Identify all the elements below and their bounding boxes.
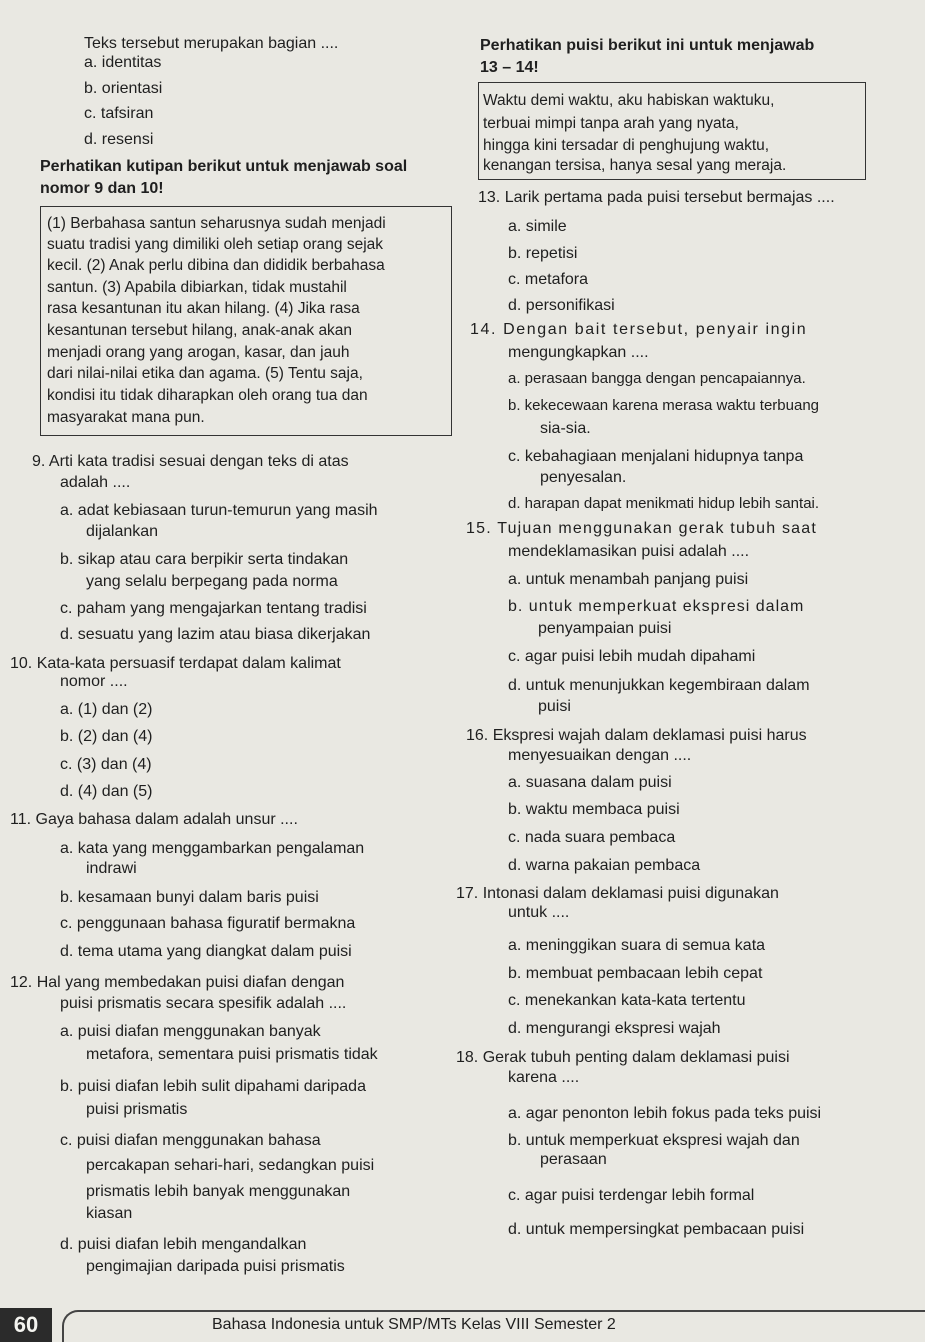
q17-option-b: b. membuat pembacaan lebih cepat (508, 965, 763, 982)
q12-option-b: b. puisi diafan lebih sulit dipahami daripada (60, 1078, 366, 1095)
q17-option-d: d. mengurangi ekspresi wajah (508, 1020, 721, 1037)
q11-option-b: b. kesamaan bunyi dalam baris puisi (60, 889, 319, 906)
intro-option-c: c. tafsiran (84, 105, 154, 122)
excerpt-line: suatu tradisi yang dimiliki oleh setiap orang sejak (47, 236, 384, 253)
q13-stem: 13. Larik pertama pada puisi tersebut bermajas .... (478, 189, 835, 206)
q11-stem: 11. Gaya bahasa dalam adalah unsur .... (10, 811, 298, 828)
q13-option-b: b. repetisi (508, 245, 578, 262)
q11-option-a-cont: indrawi (86, 860, 137, 877)
q14-stem-1: 14. Dengan bait tersebut, penyair ingin (470, 321, 808, 338)
q10-stem-2: nomor .... (60, 673, 128, 690)
q9-option-d: d. sesuatu yang lazim atau biasa dikerjakan (60, 626, 371, 643)
q10-option-a: a. (1) dan (2) (60, 701, 153, 718)
excerpt-line: kesantunan tersebut hilang, anak-anak akan (47, 322, 353, 339)
q12-option-c-cont-2: prismatis lebih banyak menggunakan (86, 1183, 351, 1200)
q18-option-a: a. agar penonton lebih fokus pada teks puisi (508, 1105, 822, 1122)
excerpt-line: kondisi itu tidak diharapkan oleh orang tua dan (47, 387, 368, 404)
q13-option-a: a. simile (508, 218, 567, 235)
q12-option-a: a. puisi diafan menggunakan banyak (60, 1023, 321, 1040)
q12-option-d-cont: pengimajian daripada puisi prismatis (86, 1258, 345, 1275)
q15-option-b-cont: penyampaian puisi (538, 620, 672, 637)
poem-heading-line-2: 13 – 14! (480, 59, 539, 76)
q9-option-a: a. adat kebiasaan turun-temurun yang masih (60, 502, 378, 519)
intro-question: Teks tersebut merupakan bagian .... (84, 35, 339, 52)
excerpt-heading-line-1: Perhatikan kutipan berikut untuk menjawab soal (40, 158, 408, 175)
q18-option-c: c. agar puisi terdengar lebih formal (508, 1187, 755, 1204)
q14-option-c-cont: penyesalan. (540, 469, 627, 486)
q15-option-d: d. untuk menunjukkan kegembiraan dalam (508, 677, 810, 694)
q15-stem-1: 15. Tujuan menggunakan gerak tubuh saat (466, 520, 818, 537)
q9-stem-1: 9. Arti kata tradisi sesuai dengan teks di atas (32, 453, 349, 470)
q14-stem-2: mengungkapkan .... (508, 344, 649, 361)
excerpt-box (40, 206, 452, 436)
q10-option-b: b. (2) dan (4) (60, 728, 153, 745)
poem-line: Waktu demi waktu, aku habiskan waktuku, (483, 92, 775, 109)
q15-stem-2: mendeklamasikan puisi adalah .... (508, 543, 750, 560)
q15-option-a: a. untuk menambah panjang puisi (508, 571, 749, 588)
q9-stem-2: adalah .... (60, 474, 131, 491)
q9-option-a-cont: dijalankan (86, 523, 159, 540)
q16-option-b: b. waktu membaca puisi (508, 801, 680, 818)
poem-line: kenangan tersisa, hanya sesal yang meraja. (483, 157, 787, 174)
excerpt-line: rasa kesantunan itu akan hilang. (4) Jika rasa (47, 300, 360, 317)
q18-option-b-cont: perasaan (540, 1151, 607, 1168)
poem-heading-line-1: Perhatikan puisi berikut ini untuk menjawab (480, 37, 815, 54)
intro-option-d: d. resensi (84, 131, 154, 148)
q10-option-d: d. (4) dan (5) (60, 783, 153, 800)
q16-stem-2: menyesuaikan dengan .... (508, 747, 692, 764)
q16-option-d: d. warna pakaian pembaca (508, 857, 701, 874)
excerpt-heading-line-2: nomor 9 dan 10! (40, 180, 164, 197)
q18-option-b: b. untuk memperkuat ekspresi wajah dan (508, 1132, 800, 1149)
q14-option-a: a. perasaan bangga dengan pencapaiannya. (508, 370, 806, 387)
q12-option-a-cont: metafora, sementara puisi prismatis tidak (86, 1046, 378, 1063)
q11-option-d: d. tema utama yang diangkat dalam puisi (60, 943, 352, 960)
intro-option-a: a. identitas (84, 54, 162, 71)
q14-option-b: b. kekecewaan karena merasa waktu terbuang (508, 397, 820, 414)
q14-option-b-cont: sia-sia. (540, 420, 591, 437)
q18-stem-2: karena .... (508, 1069, 580, 1086)
page-number: 60 (0, 1308, 52, 1342)
q12-option-d: d. puisi diafan lebih mengandalkan (60, 1236, 307, 1253)
q11-option-c: c. penggunaan bahasa figuratif bermakna (60, 915, 356, 932)
q14-option-d: d. harapan dapat menikmati hidup lebih santai. (508, 495, 820, 512)
q18-stem-1: 18. Gerak tubuh penting dalam deklamasi puisi (456, 1049, 790, 1066)
q9-option-b-cont: yang selalu berpegang pada norma (86, 573, 338, 590)
q11-option-a: a. kata yang menggambarkan pengalaman (60, 840, 365, 857)
q17-option-c: c. menekankan kata-kata tertentu (508, 992, 746, 1009)
q15-option-d-cont: puisi (538, 698, 571, 715)
q15-option-c: c. agar puisi lebih mudah dipahami (508, 648, 756, 665)
q9-option-c: c. paham yang mengajarkan tentang tradisi (60, 600, 367, 617)
q10-option-c: c. (3) dan (4) (60, 756, 152, 773)
q12-option-c: c. puisi diafan menggunakan bahasa (60, 1132, 321, 1149)
intro-option-b: b. orientasi (84, 80, 163, 97)
excerpt-line: (1) Berbahasa santun seharusnya sudah menjadi (47, 215, 386, 232)
q17-stem-2: untuk .... (508, 904, 570, 921)
book-title: Bahasa Indonesia untuk SMP/MTs Kelas VIII Semester 2 (212, 1316, 616, 1333)
q12-option-c-cont-1: percakapan sehari-hari, sedangkan puisi (86, 1157, 375, 1174)
q12-option-b-cont: puisi prismatis (86, 1101, 188, 1118)
q10-stem-1: 10. Kata-kata persuasif terdapat dalam kalimat (10, 655, 341, 672)
q16-option-c: c. nada suara pembaca (508, 829, 676, 846)
q12-option-c-cont-3: kiasan (86, 1205, 133, 1222)
q12-stem-2: puisi prismatis secara spesifik adalah .... (60, 995, 347, 1012)
q17-option-a: a. meninggikan suara di semua kata (508, 937, 766, 954)
poem-line: terbuai mimpi tanpa arah yang nyata, (483, 115, 739, 132)
excerpt-line: masyarakat mana pun. (47, 409, 205, 426)
q13-option-d: d. personifikasi (508, 297, 615, 314)
q12-stem-1: 12. Hal yang membedakan puisi diafan dengan (10, 974, 345, 991)
q14-option-c: c. kebahagiaan menjalani hidupnya tanpa (508, 448, 804, 465)
poem-box (478, 82, 866, 180)
excerpt-line: santun. (3) Apabila dibiarkan, tidak mustahil (47, 279, 347, 296)
excerpt-line: menjadi orang yang arogan, kasar, dan jauh (47, 344, 350, 361)
q18-option-d: d. untuk mempersingkat pembacaan puisi (508, 1221, 805, 1238)
excerpt-line: dari nilai-nilai etika dan agama. (5) Tentu saja, (47, 365, 363, 382)
q17-stem-1: 17. Intonasi dalam deklamasi puisi digunakan (456, 885, 779, 902)
q16-stem-1: 16. Ekspresi wajah dalam deklamasi puisi harus (466, 727, 807, 744)
q9-option-b: b. sikap atau cara berpikir serta tindakan (60, 551, 349, 568)
q13-option-c: c. metafora (508, 271, 589, 288)
poem-line: hingga kini tersadar di penghujung waktu, (483, 137, 770, 154)
excerpt-line: kecil. (2) Anak perlu dibina dan dididik berbahasa (47, 257, 385, 274)
q16-option-a: a. suasana dalam puisi (508, 774, 672, 791)
q15-option-b: b. untuk memperkuat ekspresi dalam (508, 598, 805, 615)
